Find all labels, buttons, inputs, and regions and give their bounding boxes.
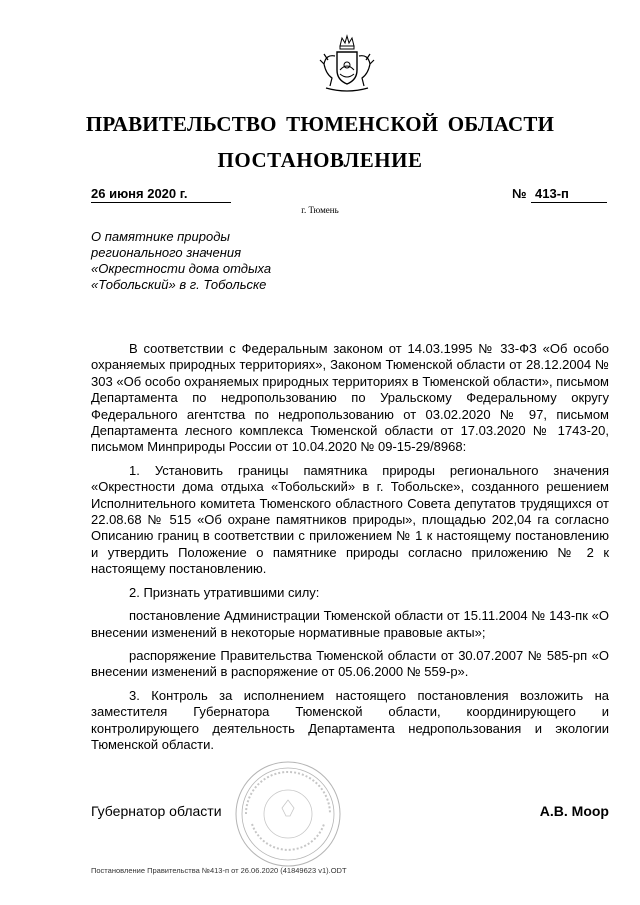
item-2b-paragraph: распоряжение Правительства Тюменской области от 30.07.2007 № 585-рп «О внесении изменений в распоряжение от 05.06.2000 № 559-р».	[91, 647, 609, 680]
item-3-paragraph: 3. Контроль за исполнением настоящего постановления возложить на заместителя Губернатора Тюменской области, координирующего и контролирующего деятельность Департамента недропользования и экологии Тюменской области.	[91, 687, 609, 752]
document-subject	[91, 229, 331, 293]
preamble-paragraph: В соответствии с Федеральным законом от 14.03.1995 № 33-ФЗ «Об особо охраняемых природных территориях», Законом Тюменской области от 28.12.2004 № 303 «Об особо охраняемых природных территориях в Тюменской области», письмом Департамента по недропользованию по Уральскому Федеральному округу Федерального агентства по недропользованию от 03.02.2020 № 97, письмом Департамента лесного комплекса Тюменской области от 17.03.2020 № 1743-20, письмом Минприроды России от 10.04.2020 № 09-15-29/8968:	[91, 341, 609, 455]
government-title: ПРАВИТЕЛЬСТВО ТЮМЕНСКОЙ ОБЛАСТИ	[85, 112, 555, 136]
tyumen-oblast-coat-of-arms-icon	[316, 34, 378, 96]
document-type: ПОСТАНОВЛЕНИЕ	[217, 148, 423, 172]
signatory-name: А.В. Моор	[539, 803, 609, 819]
subject-line: «Тобольский» в г. Тобольске	[91, 277, 267, 292]
subject-line: «Окрестности дома отдыха	[91, 261, 272, 276]
signature-block	[91, 803, 609, 825]
item-1-paragraph: 1. Установить границы памятника природы регионального значения «Окрестности дома отдыха «Тобольский» в г. Тобольске», созданного решением Исполнительного комитета Тюменского областного Совета депутатов трудящихся от 22.08.68 № 515 «Об охране памятников природы», площадью 202,04 га согласно Описанию границ в соответствии с приложением № 1 к настоящему постановлению и утвердить Положение о памятнике природы согласно приложению № 2 к настоящему постановлению.	[91, 462, 609, 577]
number-sign: №	[512, 186, 527, 201]
item-2-paragraph: 2. Признать утратившими силу:	[129, 584, 320, 600]
item-2a-paragraph: постановление Администрации Тюменской области от 15.11.2004 № 143-пк «О внесении изменений в некоторые нормативные правовые акты»;	[91, 608, 609, 640]
document-date: 26 июня 2020 г.	[91, 186, 231, 203]
subject-line: О памятнике природы	[91, 229, 230, 244]
signatory-position: Губернатор области	[91, 803, 222, 819]
document-number: 413-п	[531, 186, 607, 203]
document-city: г. Тюмень	[301, 205, 339, 215]
subject-line: регионального значения	[91, 245, 242, 260]
document-body	[91, 341, 609, 753]
footer-file-reference: Постановление Правительства №413-п от 26.06.2020 (41849623 v1).ODT	[91, 866, 347, 875]
